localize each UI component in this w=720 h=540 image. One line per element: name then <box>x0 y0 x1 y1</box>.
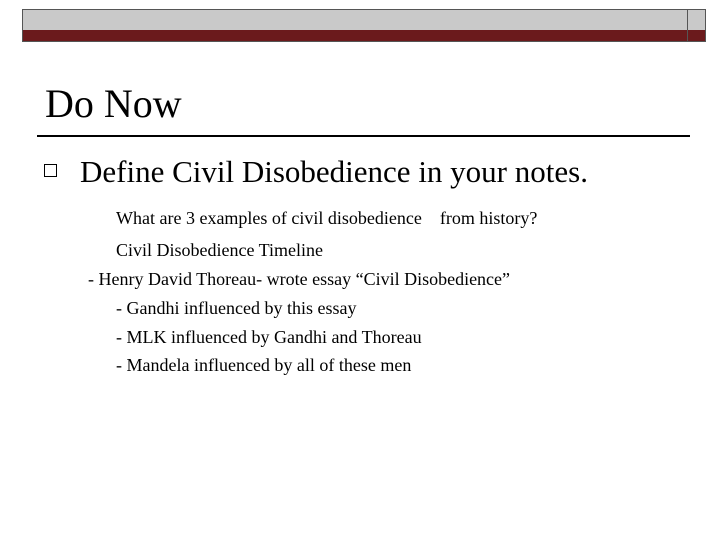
hollow-square-bullet-icon <box>44 164 57 177</box>
header-band-red <box>23 30 688 41</box>
header-band-gray <box>23 10 688 31</box>
slide-title: Do Now <box>45 81 182 126</box>
sub-line-mlk: - MLK influenced by Gandhi and Thoreau <box>116 327 422 347</box>
corner-square-gray <box>688 10 705 31</box>
sub-line-thoreau: - Henry David Thoreau- wrote essay “Civil Disobedience” <box>88 269 511 289</box>
sub-line-timeline-heading: Civil Disobedience Timeline <box>116 240 323 260</box>
title-divider <box>37 135 690 137</box>
header-decoration-band <box>22 9 689 42</box>
sub-line-examples: What are 3 examples of civil disobedience from history? <box>116 208 538 228</box>
header-corner-square <box>687 9 706 42</box>
corner-square-red <box>688 30 705 41</box>
sub-line-gandhi: - Gandhi influenced by this essay <box>116 298 357 318</box>
main-bullet-text: Define Civil Disobedience in your notes. <box>80 154 588 189</box>
sub-line-mandela: - Mandela influenced by all of these men <box>116 355 412 375</box>
